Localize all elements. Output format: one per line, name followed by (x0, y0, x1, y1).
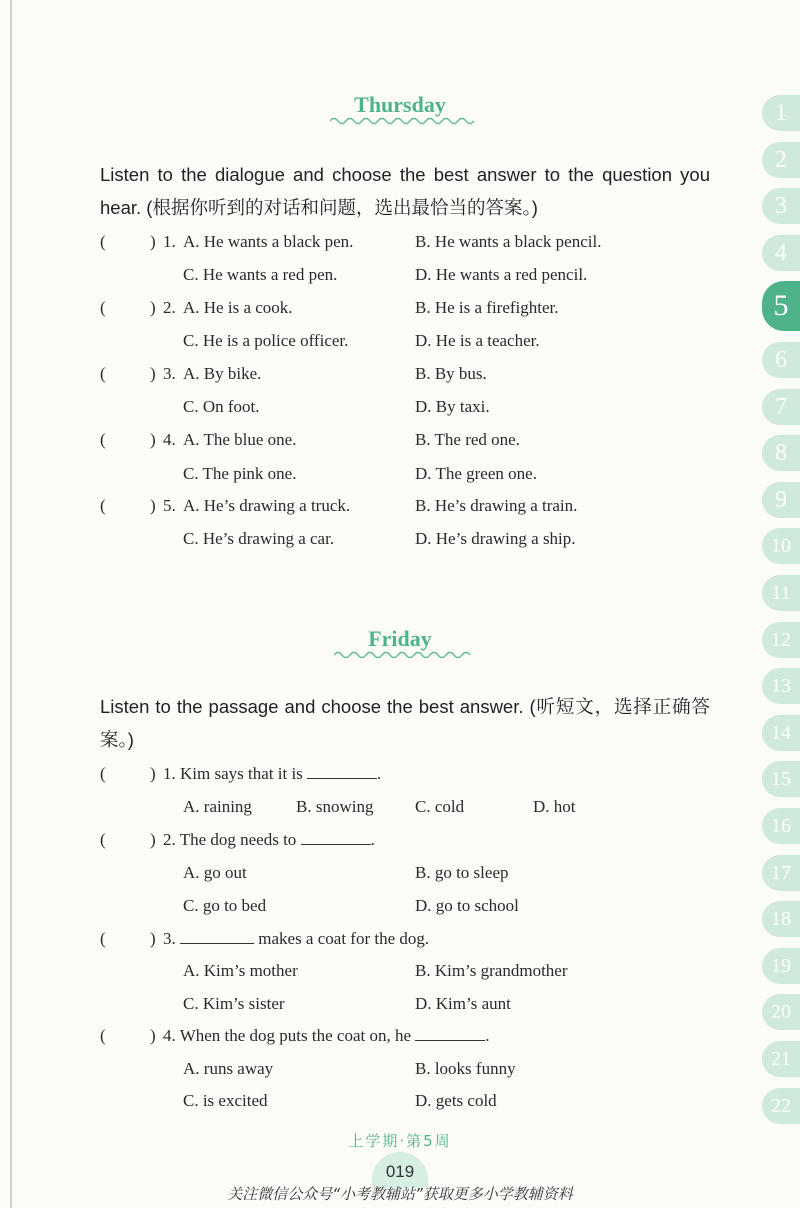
option-d: D. hot (533, 797, 576, 816)
answer-paren-open: ( (100, 232, 106, 251)
answer-paren-open: ( (100, 364, 106, 383)
week-tab-13: 13 (762, 668, 800, 704)
week-tab-17: 17 (762, 855, 800, 891)
answer-paren-close: ) (150, 232, 156, 251)
week-tab-16: 16 (762, 808, 800, 844)
option-c: C. Kim’s sister (183, 994, 285, 1013)
question-stem (163, 1026, 490, 1046)
answer-blank (415, 1026, 485, 1041)
week-tab-14: 14 (762, 715, 800, 751)
answer-paren-open: ( (100, 1026, 106, 1045)
answer-paren-close: ) (150, 1026, 156, 1045)
answer-paren-close: ) (150, 929, 156, 948)
option-b: B. He’s drawing a train. (415, 496, 578, 515)
option-b: B. He wants a black pencil. (415, 232, 602, 251)
answer-paren-open: ( (100, 929, 106, 948)
answer-blank (301, 830, 371, 845)
week-tab-12: 12 (762, 622, 800, 658)
option-a: A. He’s drawing a truck. (183, 496, 351, 515)
option-d: D. He’s drawing a ship. (415, 529, 576, 548)
week-tab-3: 3 (762, 188, 800, 224)
week-tab-4: 4 (762, 235, 800, 271)
option-b: B. The red one. (415, 430, 520, 449)
thursday-instruction: Listen to the dialogue and choose the best answer to the question you hear. (根据你听到的对话和问题，选出最恰当的答案。) (100, 164, 710, 218)
option-c: C. He wants a red pen. (183, 265, 338, 284)
option-d: D. By taxi. (415, 397, 490, 416)
option-c: C. The pink one. (183, 464, 297, 483)
stem-text: 1. Kim says that it is (163, 764, 303, 783)
option-c: C. On foot. (183, 397, 260, 416)
week-tab-11: 11 (762, 575, 800, 611)
week-tab-20: 20 (762, 994, 800, 1030)
option-d: D. go to school (415, 896, 519, 915)
option-a: A. go out (183, 863, 247, 882)
binding-spine (10, 0, 12, 1208)
question-stem (163, 929, 429, 949)
title-underline-wave (334, 650, 470, 660)
answer-paren-open: ( (100, 764, 106, 783)
term-week-label: 上学期·第5周 (348, 1132, 452, 1150)
answer-blank (180, 929, 254, 944)
option-b: B. looks funny (415, 1059, 516, 1078)
option-a: A. raining (183, 797, 252, 816)
option-a: A. He is a cook. (183, 298, 293, 317)
option-d: D. The green one. (415, 464, 537, 483)
section-title-friday: Friday (368, 626, 432, 651)
question-number: 3. (163, 364, 176, 383)
stem-text: . (485, 1026, 490, 1045)
option-a: A. By bike. (183, 364, 262, 383)
week-tab-18: 18 (762, 901, 800, 937)
option-c: C. He is a police officer. (183, 331, 349, 350)
week-tab-10: 10 (762, 528, 800, 564)
stem-text: . (370, 830, 375, 849)
answer-paren-close: ) (150, 764, 156, 783)
option-b: B. go to sleep (415, 863, 509, 882)
week-tab-7: 7 (762, 389, 800, 425)
section-title-thursday: Thursday (354, 92, 446, 117)
question-number: 1. (163, 232, 176, 251)
friday-instruction: Listen to the passage and choose the best answer. (听短文，选择正确答案。) (100, 696, 710, 750)
question-number: 4. (163, 430, 176, 449)
stem-text: 2. The dog needs to (163, 830, 297, 849)
answer-paren-open: ( (100, 496, 106, 515)
option-c: C. go to bed (183, 896, 267, 915)
option-c: C. cold (415, 797, 465, 816)
question-stem (163, 830, 375, 850)
option-d: D. He is a teacher. (415, 331, 540, 350)
option-a: A. Kim’s mother (183, 961, 298, 980)
week-tab-2: 2 (762, 142, 800, 178)
week-tab-1: 1 (762, 95, 800, 131)
watermark-text: 关注微信公众号“小考教辅站”获取更多小学教辅资料 (227, 1185, 573, 1203)
option-d: D. gets cold (415, 1091, 497, 1110)
question-number: 2. (163, 298, 176, 317)
title-underline-wave (330, 116, 476, 126)
stem-text: makes a coat for the dog. (258, 929, 430, 948)
option-a: A. runs away (183, 1059, 274, 1078)
option-a: A. The blue one. (183, 430, 297, 449)
question-stem (163, 764, 381, 784)
page-number: 019 (372, 1152, 428, 1188)
answer-paren-open: ( (100, 830, 106, 849)
answer-paren-close: ) (150, 430, 156, 449)
week-tab-15: 15 (762, 761, 800, 797)
option-b: B. snowing (296, 797, 374, 816)
answer-paren-close: ) (150, 364, 156, 383)
answer-blank (307, 764, 377, 779)
answer-paren-close: ) (150, 830, 156, 849)
week-tab-6: 6 (762, 342, 800, 378)
option-c: C. is excited (183, 1091, 268, 1110)
stem-text: . (377, 764, 382, 783)
option-d: D. Kim’s aunt (415, 994, 511, 1013)
week-tab-21: 21 (762, 1041, 800, 1077)
option-a: A. He wants a black pen. (183, 232, 354, 251)
week-tab-19: 19 (762, 948, 800, 984)
week-tab-5: 5 (762, 281, 800, 331)
week-tab-9: 9 (762, 482, 800, 518)
week-tab-22: 22 (762, 1088, 800, 1124)
question-number: 5. (163, 496, 176, 515)
option-c: C. He’s drawing a car. (183, 529, 335, 548)
stem-text: 4. When the dog puts the coat on, he (163, 1026, 412, 1045)
option-b: B. Kim’s grandmother (415, 961, 568, 980)
option-b: B. By bus. (415, 364, 487, 383)
option-b: B. He is a firefighter. (415, 298, 559, 317)
stem-text: 3. (163, 929, 176, 948)
answer-paren-open: ( (100, 298, 106, 317)
week-tab-8: 8 (762, 435, 800, 471)
answer-paren-close: ) (150, 298, 156, 317)
answer-paren-open: ( (100, 430, 106, 449)
option-d: D. He wants a red pencil. (415, 265, 588, 284)
answer-paren-close: ) (150, 496, 156, 515)
